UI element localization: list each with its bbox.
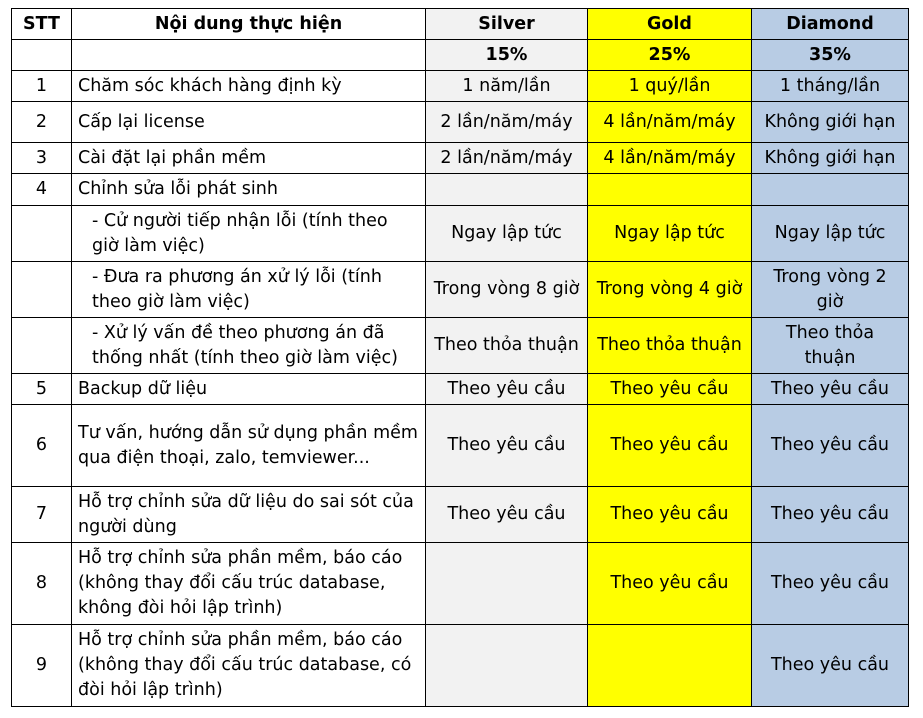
row-stt	[12, 206, 72, 262]
row-gold	[588, 174, 752, 206]
row-content: Cài đặt lại phần mềm	[72, 143, 426, 174]
table-row	[12, 487, 909, 543]
header-content: Nội dung thực hiện	[72, 9, 426, 40]
table-row	[12, 543, 909, 625]
table-row	[12, 174, 909, 206]
header-diamond: Diamond	[752, 9, 909, 40]
row-silver	[426, 625, 588, 707]
table-row	[12, 318, 909, 374]
row-gold: 4 lần/năm/máy	[588, 102, 752, 143]
row-content: Chỉnh sửa lỗi phát sinh	[72, 174, 426, 206]
row-gold: Theo yêu cầu	[588, 405, 752, 487]
row-gold: Theo yêu cầu	[588, 374, 752, 405]
table-row	[12, 71, 909, 102]
table-row	[12, 625, 909, 707]
row-diamond: Theo yêu cầu	[752, 487, 909, 543]
row-silver: Theo yêu cầu	[426, 374, 588, 405]
row-stt	[12, 318, 72, 374]
row-content: Hỗ trợ chỉnh sửa dữ liệu do sai sót của người dùng	[72, 487, 426, 543]
row-silver: 2 lần/năm/máy	[426, 143, 588, 174]
row-gold: 4 lần/năm/máy	[588, 143, 752, 174]
table-row	[12, 262, 909, 318]
row-gold: Theo yêu cầu	[588, 487, 752, 543]
row-content: Cấp lại license	[72, 102, 426, 143]
table-row	[12, 405, 909, 487]
table-row	[12, 374, 909, 405]
row-stt: 8	[12, 543, 72, 625]
row-silver: Ngay lập tức	[426, 206, 588, 262]
row-stt: 7	[12, 487, 72, 543]
row-content: Backup dữ liệu	[72, 374, 426, 405]
row-silver	[426, 543, 588, 625]
row-content: - Đưa ra phương án xử lý lỗi (tính theo giờ làm việc)	[72, 262, 426, 318]
row-stt: 9	[12, 625, 72, 707]
row-diamond: Theo yêu cầu	[752, 374, 909, 405]
row-gold: Trong vòng 4 giờ	[588, 262, 752, 318]
service-package-table	[11, 8, 909, 707]
row-silver: Trong vòng 8 giờ	[426, 262, 588, 318]
row-stt: 5	[12, 374, 72, 405]
row-silver: Theo thỏa thuận	[426, 318, 588, 374]
row-content: Hỗ trợ chỉnh sửa phần mềm, báo cáo (không thay đổi cấu trúc database, có đòi hỏi lập trình)	[72, 625, 426, 707]
header-gold: Gold	[588, 9, 752, 40]
row-diamond: Không giới hạn	[752, 102, 909, 143]
discount-gold: 25%	[588, 40, 752, 71]
row-content: Hỗ trợ chỉnh sửa phần mềm, báo cáo (không thay đổi cấu trúc database, không đòi hỏi lập trình)	[72, 543, 426, 625]
row-content: Tư vấn, hướng dẫn sử dụng phần mềm qua điện thoại, zalo, temviewer...	[72, 405, 426, 487]
discount-content-empty	[72, 40, 426, 71]
row-gold: 1 quý/lần	[588, 71, 752, 102]
row-gold	[588, 625, 752, 707]
row-diamond: Trong vòng 2 giờ	[752, 262, 909, 318]
row-stt	[12, 262, 72, 318]
row-stt: 3	[12, 143, 72, 174]
header-stt: STT	[12, 9, 72, 40]
row-diamond: Không giới hạn	[752, 143, 909, 174]
row-gold: Ngay lập tức	[588, 206, 752, 262]
row-silver: 1 năm/lần	[426, 71, 588, 102]
row-gold: Theo thỏa thuận	[588, 318, 752, 374]
row-silver: Theo yêu cầu	[426, 487, 588, 543]
row-content: - Xử lý vấn đề theo phương án đã thống nhất (tính theo giờ làm việc)	[72, 318, 426, 374]
discount-stt-empty	[12, 40, 72, 71]
discount-row	[12, 40, 909, 71]
row-stt: 2	[12, 102, 72, 143]
row-diamond: Theo thỏa thuận	[752, 318, 909, 374]
table-row	[12, 143, 909, 174]
row-stt: 6	[12, 405, 72, 487]
table-row	[12, 206, 909, 262]
header-silver: Silver	[426, 9, 588, 40]
discount-diamond: 35%	[752, 40, 909, 71]
row-gold: Theo yêu cầu	[588, 543, 752, 625]
table-row	[12, 102, 909, 143]
discount-silver: 15%	[426, 40, 588, 71]
row-diamond: Theo yêu cầu	[752, 625, 909, 707]
row-content: - Cử người tiếp nhận lỗi (tính theo giờ làm việc)	[72, 206, 426, 262]
row-silver: 2 lần/năm/máy	[426, 102, 588, 143]
row-diamond	[752, 174, 909, 206]
header-row	[12, 9, 909, 40]
row-diamond: Theo yêu cầu	[752, 543, 909, 625]
row-silver	[426, 174, 588, 206]
row-stt: 4	[12, 174, 72, 206]
row-stt: 1	[12, 71, 72, 102]
row-diamond: Ngay lập tức	[752, 206, 909, 262]
row-diamond: Theo yêu cầu	[752, 405, 909, 487]
row-content: Chăm sóc khách hàng định kỳ	[72, 71, 426, 102]
row-silver: Theo yêu cầu	[426, 405, 588, 487]
row-diamond: 1 tháng/lần	[752, 71, 909, 102]
